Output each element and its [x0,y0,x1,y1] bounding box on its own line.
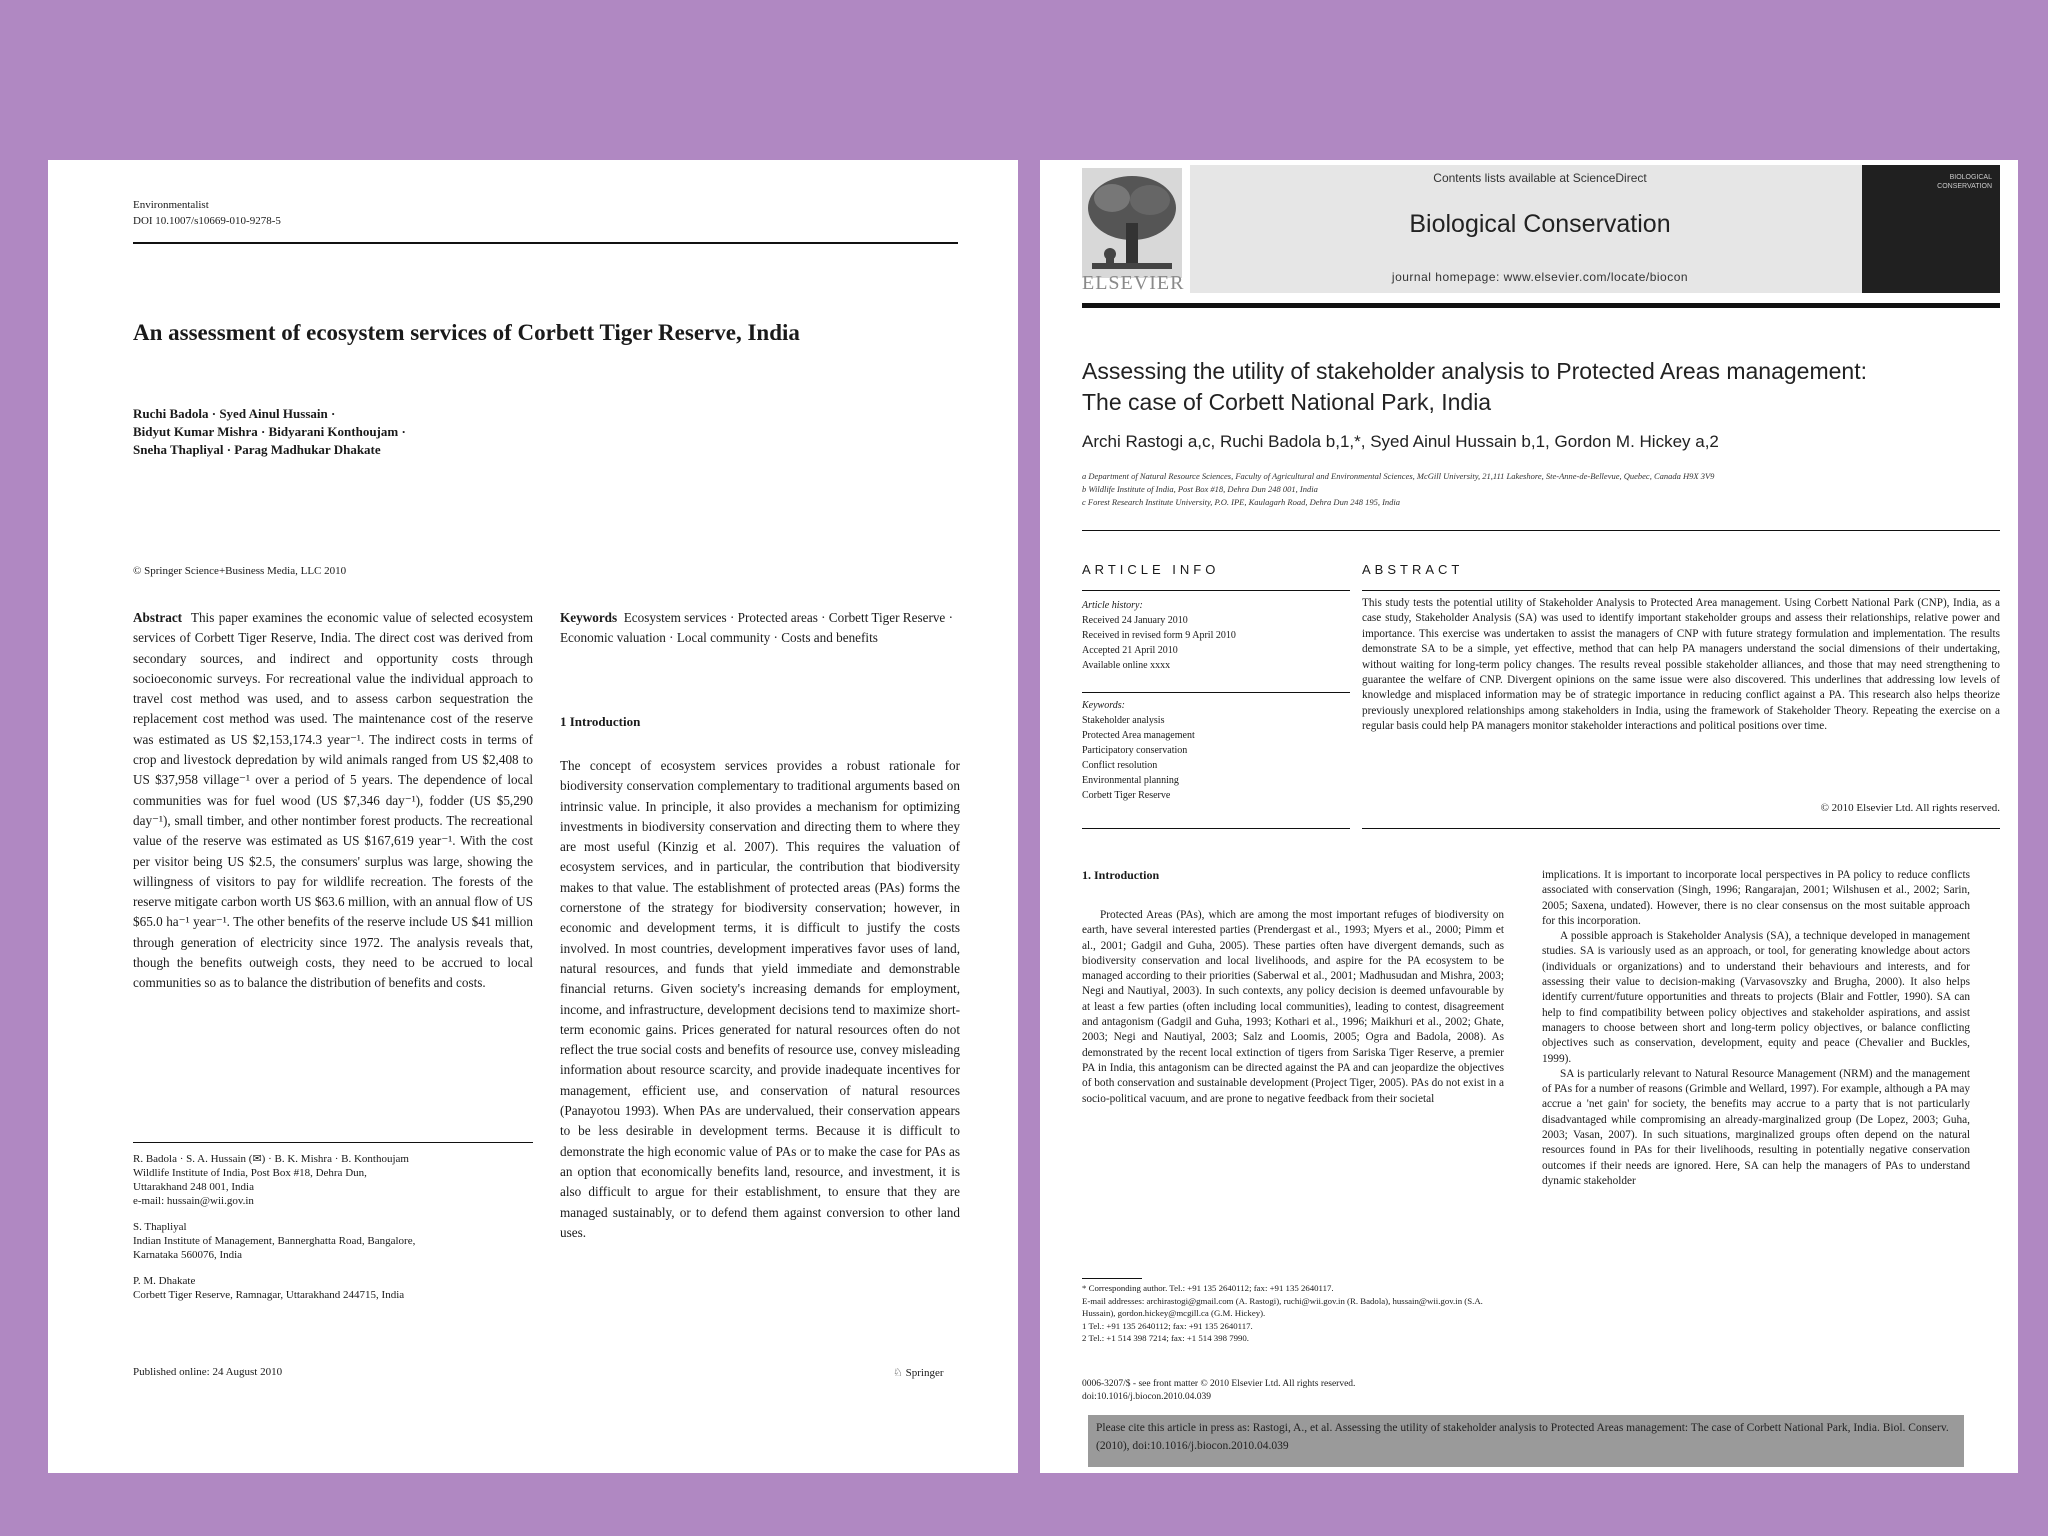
keyword-item: Participatory conservation [1082,745,1188,756]
history-item: Available online xxxx [1082,660,1171,671]
affiliation-rule [133,1142,533,1143]
author-line: Sneha Thapliyal · Parag Madhukar Dhakate [133,442,381,457]
history-item: Received 24 January 2010 [1082,615,1188,626]
affiliation-group [133,1220,543,1262]
footnote: 2 Tel.: +1 514 398 7214; fax: +1 514 398 7990. [1082,1333,1249,1344]
keywords-label: Keywords [560,610,618,625]
intro-text: The concept of ecosystem services provides a robust rationale for biodiversity conservation complementary to traditional arguments based on intrinsic value. In principle, it also provides a mechanism for optimizing investments in biodiversity conservation and directing them to where they are most useful (Kinzig et al. 2007). This requires the valuation of ecosystem services, and in particular, the contribution that biodiversity makes to that value. The establishment of protected areas (PAs) forms the cornerstone of the strategy for biodiversity conservation; however, in economic and development terms, it is difficult to justify the costs involved. In most countries, development imperatives favor uses of land, natural resources, and funds that yield immediate and demonstrable financial returns. Given society's increasing demands for employment, income, and infrastructure, development decisions tend to maximize short-term economic gains. Prices generated for natural resources often do not reflect the true social costs and benefits of resource use, convey misleading information about resource scarcity, and provide inadequate incentives for management, efficient use, and conservation of natural resources (Panayotou 1993). When PAs are undervalued, their conservation appears to be less desirable in development terms. Because it is difficult to demonstrate the high economic value of PAs or to make the case for PAs as an option that economically benefits land, resource, and investment, it is also difficult to argue for their establishment, to ensure that they are managed sustainably, or to defend them against conversion to other land uses. [560,758,960,1240]
divider [1082,692,1350,693]
abstract-block [133,608,533,994]
abstract-copyright: © 2010 Elsevier Ltd. All rights reserved. [1820,802,2000,814]
divider [1362,590,2000,591]
front-matter [1082,1378,1582,1404]
divider [1082,530,2000,531]
intro-heading: 1 Introduction [560,714,641,729]
abstract-text: This study tests the potential utility of Stakeholder Analysis to Protected Area management. Using Corbett National Park (CNP), India, as a case study, Stakeholder Analysis (SA) was used to identify important stakeholder groups and assess their relationships, relative power and importance. This exercise was undertaken to assist the managers of CNP with future strategy formulation and implementation. The results demonstrate SA to be a simple, yet effective, method that can help PA managers understand the social dimensions of their undertaking, without waiting for long-term policy changes. The results reveal possible stakeholder alliances, and those that may need strengthening to guarantee the welfare of CNP. Divergent opinions on the same issue were also discovered. This underlines that addressing low levels of knowledge and misplaced information may be of strategic importance in reducing conflict against a PA. This research also helps theorize previously unexplored relationships among stakeholders in India, using the framework of Stakeholder Theory. Repeating the exercise on a regular basis could help PA managers monitor stakeholder interactions and political positions over time. [1362,597,2000,733]
affiliation-email: e-mail: hussain@wii.gov.in [133,1195,254,1207]
footnote: E-mail addresses: archirastogi@gmail.com (A. Rastogi), ruchi@wii.gov.in (R. Badola), hussain@wii.gov.in (S.A. Hussain), gordon.hickey@mcgill.ca (G.M. Hickey). [1082,1295,1483,1319]
intro-text-left: Protected Areas (PAs), which are among the most important refuges of biodiversity on earth, have several interested parties (Prendergast et al., 1993; Myers et al., 2000; Pimm et al., 2001; Gadgil and Guha, 2005). These parties often have divergent demands, such as biodiversity conservation and local livelihoods, and aspire for the PA ecosystem to be managed according to their priorities (Saberwal et al., 2001; Madhusudan and Mishra, 2003; Negi and Nautiyal, 2003). In such contexts, any policy decision is deemed unfavourable by at least a few parties (often including local communities), leading to contest, disagreement and antagonism (Gadgil and Guha, 1993; Kothari et al., 1996; Maikhuri et al., 2002; Ghate, 2003; Negi and Nautiyal, 2003; Salz and Loomis, 2005; Ogra and Badola, 2008). As demonstrated by the recent local extinction of tigers from Sariska Tiger Reserve, a premier PA in India, this antagonism can be directed against the PA and can jeopardize the objectives of both conservation and sustainable development (Project Tiger, 2005). PAs do not exist in a socio-political vacuum, and are prone to negative feedback from their societal [1082,909,1504,1105]
divider [1082,590,1350,591]
divider [1082,828,1350,829]
author-list [133,405,733,459]
footnote-rule [1082,1278,1142,1279]
footnote: 1 Tel.: +91 135 2640112; fax: +91 135 2640117. [1082,1320,1253,1331]
keyword-list [1082,698,1350,803]
keyword-item: Conflict resolution [1082,760,1158,771]
article-history [1082,598,1350,673]
affiliation-line: b Wildlife Institute of India, Post Box #18, Dehra Dun 248 001, India [1082,484,1318,494]
affiliation-group [133,1152,543,1208]
divider [1362,828,2000,829]
publisher-logo [893,1366,944,1380]
paper-title [1082,356,1982,418]
keywords-block [560,608,960,649]
keyword-item: Corbett Tiger Reserve [1082,790,1171,801]
doi: DOI 10.1007/s10669-010-9278-5 [133,215,281,227]
publisher-name: Springer [905,1367,944,1379]
affiliation-line: R. Badola · S. A. Hussain (✉) · B. K. Mishra · B. Konthoujam [133,1153,409,1165]
affiliation-line: Corbett Tiger Reserve, Ramnagar, Uttarakhand 244715, India [133,1289,405,1301]
affiliation-line: c Forest Research Institute University, P.O. IPE, Kaulagarh Road, Dehra Dun 248 195, India [1082,497,1401,507]
keywords-text: Ecosystem services · Protected areas · Corbett Tiger Reserve · Economic valuation · Local community · Costs and benefits [560,610,953,646]
affiliation-line: a Department of Natural Resource Sciences, Faculty of Agricultural and Environmental Sciences, McGill University, 21,111 Lakeshore, Ste-Anne-de-Bellevue, Quebec, Canada H9X 3V9 [1082,471,1715,481]
keywords-label: Keywords: [1082,700,1125,711]
history-item: Received in revised form 9 April 2010 [1082,630,1236,641]
affiliation-line: Wildlife Institute of India, Post Box #18, Dehra Dun, [133,1167,367,1179]
paper-biological-conservation [1040,160,2018,1473]
title-line: The case of Corbett National Park, India [1082,389,1492,415]
springer-horse-icon: ♘ [893,1367,903,1379]
paper-environmentalist [48,160,1018,1473]
affiliation-line: S. Thapliyal [133,1221,187,1233]
paper-title: An assessment of ecosystem services of Corbett Tiger Reserve, India [133,320,800,345]
journal-cover-thumbnail: BIOLOGICAL CONSERVATION [1862,165,2000,293]
affiliation-line: Indian Institute of Management, Bannerghatta Road, Bangalore, [133,1235,416,1247]
published-date: Published online: 24 August 2010 [133,1366,283,1378]
intro-paragraph: implications. It is important to incorporate local perspectives in PA policy to reduce conflicts associated with conservation (Singh, 1996; Rangarajan, 2001; Wilshusen et al., 2002; Sarin, 2005; Saxena, undated). However, there is no clear consensus on the most suitable approach for this incorporation. [1542,869,1970,927]
affiliation-line: Karnataka 560076, India [133,1249,243,1261]
contents-line: Contents lists available at ScienceDirect [1433,171,1647,185]
issn-line: 0006-3207/$ - see front matter © 2010 Elsevier Ltd. All rights reserved. [1082,1379,1356,1389]
journal-homepage: journal homepage: www.elsevier.com/locate/biocon [1391,270,1689,284]
history-label: Article history: [1082,600,1143,611]
header-rule [133,242,958,244]
doi-line: doi:10.1016/j.biocon.2010.04.039 [1082,1392,1212,1402]
article-info-heading: ARTICLE INFO [1082,562,1220,577]
footnote: * Corresponding author. Tel.: +91 135 2640112; fax: +91 135 2640117. [1082,1283,1334,1293]
history-item: Accepted 21 April 2010 [1082,645,1178,656]
affiliations [133,1152,543,1302]
intro-text-right [1542,868,1970,1189]
copyright-line: © Springer Science+Business Media, LLC 2010 [133,565,347,577]
author-line: Ruchi Badola · Syed Ainul Hussain · [133,406,336,421]
affiliation-line: Uttarakhand 248 001, India [133,1181,254,1193]
title-line: Assessing the utility of stakeholder analysis to Protected Areas management: [1082,358,1867,384]
affiliation-group [133,1274,543,1302]
author-line: Bidyut Kumar Mishra · Bidyarani Konthoujam · [133,424,406,439]
abstract-heading: ABSTRACT [1362,562,1464,577]
affiliation-line: P. M. Dhakate [133,1275,196,1287]
publisher-logo-text: ELSEVIER [1082,272,1185,294]
citation-notice: Please cite this article in press as: Rastogi, A., et al. Assessing the utility of stakeholder analysis to Protected Areas management: The case of Corbett National Park, India. Biol. Conserv. (2010), doi:10.1016/j.biocon.2010.04.039 [1088,1415,1964,1467]
keyword-item: Stakeholder analysis [1082,715,1165,726]
intro-heading: 1. Introduction [1082,868,1160,882]
intro-paragraph: SA is particularly relevant to Natural Resource Management (NRM) and the management of PAs for a number of reasons (Grimble and Wellard, 1997). For example, although a PA may accrue a 'net gain' for society, the benefits may accrue to a party that is not particularly disadvantaged while compromising an already-marginalized group (De Lopez, 2003; Guha, 2003; Vasan, 2007). In such situations, marginalized groups often depend on the natural resources found in PAs for their livelihoods, resulting in potentially negative conservation outcomes if their needs are ignored. Here, SA can help the managers of PAs to understand dynamic stakeholder [1542,1067,1970,1187]
header-rule [1082,303,2000,308]
keyword-item: Environmental planning [1082,775,1179,786]
affiliations [1082,470,2000,509]
abstract-text: This paper examines the economic value of selected ecosystem services of Corbett Tiger Reserve, India. The direct cost was derived from secondary sources, and indirect and opportunity costs through socioeconomic surveys. For recreational value the individual approach to travel cost method was used, and to assess carbon sequestration the replacement cost method was used. The maintenance cost of the reserve was estimated as US $2,153,174.3 year⁻¹. The indirect costs in terms of crop and livestock depredation by wild animals ranged from US $2,408 to US $37,958 village⁻¹ over a period of 5 years. The dependence of local communities was for fuel wood (US $7,346 day⁻¹), fodder (US $5,290 day⁻¹), small timber, and other nontimber forest products. The recreational value of the reserve was estimated as US $167,619 year⁻¹. With the cost per visitor being US $2.5, the consumers' surplus was large, showing the willingness of visitors to pay for wildlife recreation. The forests of the reserve mitigate carbon worth US $63.6 million, with an annual flow of US $65.0 ha⁻¹ year⁻¹. The other benefits of the reserve include US $41 million through generation of electricity since 1972. The analysis reveals that, though the benefits outweigh costs, they need to be accrued to local communities so as to balance the distribution of benefits and costs. [133,610,533,991]
keyword-item: Protected Area management [1082,730,1195,741]
footnotes [1082,1282,1504,1345]
abstract-label: Abstract [133,610,183,625]
elsevier-tree-icon [1082,168,1182,278]
journal-title: Biological Conservation [1409,210,1671,238]
intro-paragraph: A possible approach is Stakeholder Analysis (SA), a technique developed in management studies. SA is variously used as an approach, or tool, for generating knowledge about actors (individuals or organizations) and to understand their behaviours and interests, and for assessing their value to decision-making (Varvasovszky and Brugha, 2000). It also helps identify current/future opportunities and threats to projects (Blair and Fottler, 1990). SA can help to find compatibility between policy objectives and stakeholder aspirations, and assist managers to choose between short and long-term policy objectives, or balance conflicting objectives such as conservation, development, equity and peace (Chevalier and Buckles, 1999). [1542,930,1970,1065]
author-list: Archi Rastogi a,c, Ruchi Badola b,1,*, Syed Ainul Hussain b,1, Gordon M. Hickey a,2 [1082,432,1719,451]
journal-name: Environmentalist [133,199,209,211]
